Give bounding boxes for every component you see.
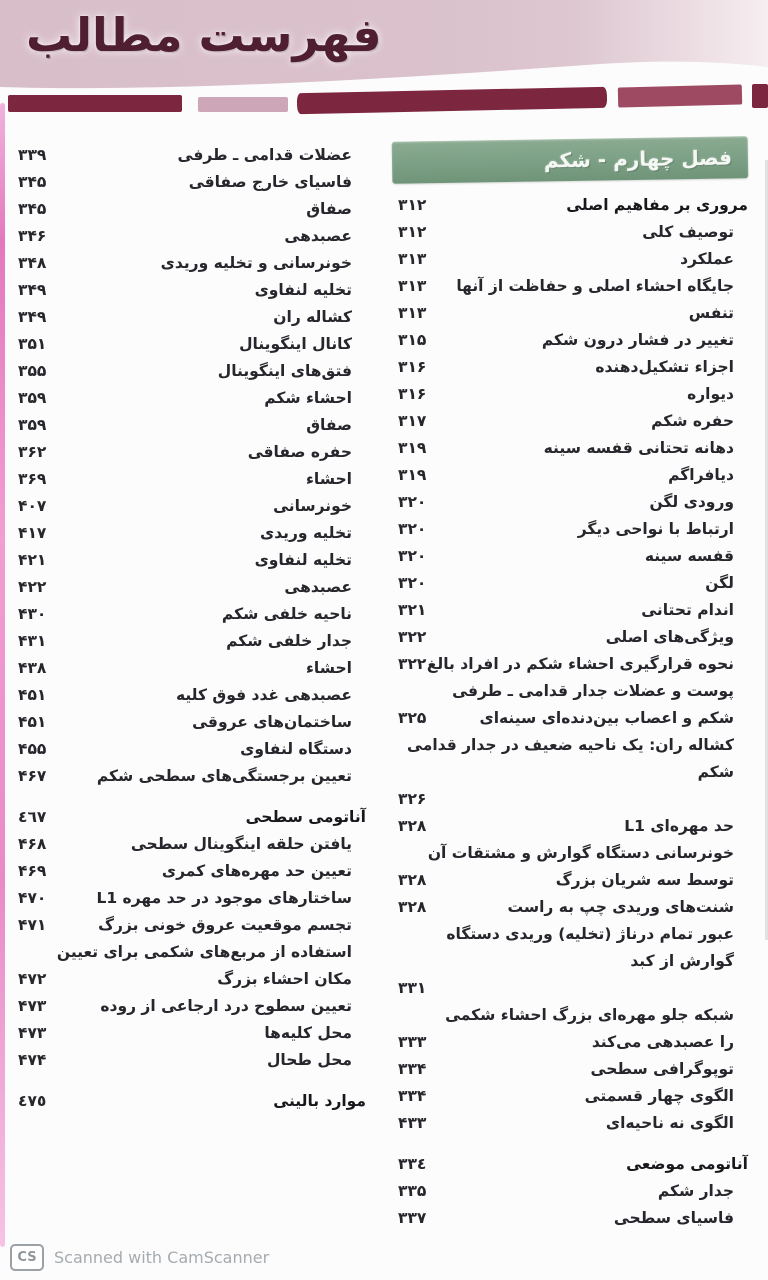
toc-entry-page-number: ۴۶۸ (18, 835, 47, 853)
toc-entry-page-number: ۳۲۰ (398, 520, 427, 538)
toc-entry-page-number: ۳۲۰ (398, 493, 427, 511)
toc-entry-title: کانال اینگوینال (239, 335, 352, 353)
toc-entry-title: تخلیه وریدی (260, 524, 352, 542)
toc-entry-title: تخلیه لنفاوی (254, 551, 352, 569)
toc-entry-page-number: ۳۴۵ (18, 200, 47, 218)
toc-entry-title: پوست و عضلات جدار قدامی ـ طرفی شکم و اعصاب بین‌دنده‌ای سینه‌ای (452, 682, 734, 727)
toc-entry-title: آناتومی سطحی (245, 808, 366, 826)
decorative-bar-light (198, 97, 288, 112)
toc-entry-page-number: ۳۲۸ (398, 871, 427, 889)
toc-entry-title: احشاء (305, 470, 352, 488)
toc-entry (16, 331, 366, 358)
toc-entry (16, 939, 366, 993)
toc-entry (16, 358, 366, 385)
toc-entry-page-number: ۳۱۳ (398, 277, 427, 295)
toc-entry-page-number: ۳۱۶ (398, 358, 427, 376)
toc-entry-title: شبکه جلو مهره‌ای بزرگ احشاء شکمی را عصبدهی می‌کند (445, 1006, 734, 1051)
toc-entry-title: دیواره (687, 385, 734, 403)
toc-entry-page-number: ۳۴۹ (18, 308, 47, 326)
toc-entry (396, 1002, 748, 1056)
toc-entry-title: لگن (705, 574, 734, 592)
toc-entry (396, 273, 748, 300)
toc-entry-page-number: ۴۳۸ (18, 659, 47, 677)
toc-entry-title: شنت‌های وریدی چپ به راست (507, 898, 734, 916)
toc-entry (396, 840, 748, 894)
toc-entry-page-number: ۳۳۵ (398, 1182, 427, 1200)
toc-entry-title: تعیین حد مهره‌های کمری (161, 862, 352, 880)
toc-entry (16, 858, 366, 885)
toc-entry-page-number: ۳۲۵ (398, 709, 427, 727)
toc-entry (16, 493, 366, 520)
camscanner-footer-text: Scanned with CamScanner (54, 1248, 270, 1267)
toc-entry (16, 169, 366, 196)
toc-entry-page-number: ۳۴۹ (18, 281, 47, 299)
toc-entry (396, 1151, 748, 1178)
toc-entry-title: توصیف کلی (642, 223, 734, 241)
toc-entry-title: دهانه تحتانی قفسه سینه (543, 439, 734, 457)
toc-entry-title: آناتومی موضعی (626, 1155, 748, 1173)
toc-entry-title: ورودی لگن (649, 493, 734, 511)
toc-entry-page-number: ۳۱۲ (398, 223, 427, 241)
toc-entry-page-number: ۳۲۰ (398, 574, 427, 592)
toc-entry (16, 993, 366, 1020)
page-title: فهرست مطالب (26, 8, 382, 62)
toc-entry (396, 543, 748, 570)
toc-entry-page-number: ۳۳۳ (398, 1033, 427, 1051)
toc-entry (16, 912, 366, 939)
toc-entry-title: محل طحال (266, 1051, 352, 1069)
toc-entry-title: خونرسانی دستگاه گوارش و مشتقات آن توسط سه شریان بزرگ (427, 844, 734, 889)
toc-entry-page-number: ۳۵۵ (18, 362, 47, 380)
toc-entry-title: عضلات قدامی ـ طرفی (177, 146, 352, 164)
toc-entry-title: قفسه سینه (644, 547, 734, 565)
toc-column-left (16, 142, 368, 1115)
toc-entry (16, 1020, 366, 1047)
toc-entry-page-number: ۳۳۱ (398, 979, 427, 997)
toc-entry-title: توپوگرافی سطحی (590, 1060, 734, 1078)
toc-entry (396, 462, 748, 489)
toc-entry-title: ناحیه خلفی شکم (221, 605, 352, 623)
toc-entry-page-number: ۴۷۴ (18, 1051, 47, 1069)
toc-entry (396, 570, 748, 597)
toc-entry-title: عبور تمام درناژ (تخلیه) وریدی دستگاه گوارش از کبد (446, 925, 734, 970)
toc-entry-page-number: ۴۳۱ (18, 632, 47, 650)
toc-entry-page-number: ٤٧٥ (18, 1092, 47, 1110)
toc-entry (16, 223, 366, 250)
toc-entry-title: استفاده از مربع‌های شکمی برای تعیین مکان احشاء بزرگ (56, 943, 352, 988)
toc-entry-page-number: ۴۰۷ (18, 497, 47, 515)
toc-entry (16, 574, 366, 601)
toc-entry-title: یافتن حلقه اینگوینال سطحی (130, 835, 352, 853)
camscanner-footer (10, 1244, 269, 1271)
toc-entry-title: تجسم موقعیت عروق خونی بزرگ (98, 916, 352, 934)
toc-entry (396, 1205, 748, 1232)
toc-entry-title: فاسیای خارج صفاقی (188, 173, 352, 191)
toc-entry-page-number: ۳۲۲ (398, 655, 427, 673)
toc-entry-title: فاسیای سطحی (613, 1209, 734, 1227)
toc-entry-title: تنفس (688, 304, 734, 322)
toc-entry (16, 601, 366, 628)
toc-column-right (396, 192, 748, 1232)
toc-entry (396, 381, 748, 408)
toc-entry-title: حفره شکم (651, 412, 734, 430)
toc-entry-page-number: ۳۳۴ (398, 1087, 427, 1105)
toc-entry (396, 1110, 748, 1137)
toc-entry (16, 304, 366, 331)
toc-entry (396, 813, 748, 840)
toc-entry (396, 732, 748, 813)
toc-entry (16, 831, 366, 858)
toc-entry (396, 624, 748, 651)
toc-entry-title: ویژگی‌های اصلی (605, 628, 734, 646)
toc-entry-title: دیافراگم (668, 466, 734, 484)
toc-entry-page-number: ۳۴۸ (18, 254, 47, 272)
toc-entry (396, 516, 748, 543)
toc-entry-title: موارد بالینی (273, 1092, 366, 1110)
toc-entry-page-number: ۴۷۳ (18, 1024, 47, 1042)
toc-entry (16, 277, 366, 304)
toc-entry-page-number: ۴۲۲ (18, 578, 47, 596)
toc-entry (396, 597, 748, 624)
toc-entry (16, 736, 366, 763)
toc-entry-page-number: ۳۱۳ (398, 250, 427, 268)
toc-entry (16, 466, 366, 493)
toc-entry-title: تغییر در فشار درون شکم (541, 331, 734, 349)
toc-entry (396, 246, 748, 273)
toc-entry-page-number: ۳۴۶ (18, 227, 47, 245)
decorative-bar-medium (618, 84, 742, 107)
toc-entry-title: عصبدهی (284, 227, 352, 245)
chapter-header (392, 136, 749, 184)
toc-entry (16, 142, 366, 169)
toc-entry-page-number: ۳۳۴ (398, 1060, 427, 1078)
toc-entry (16, 804, 366, 831)
toc-entry-page-number: ۳۲۶ (398, 790, 427, 808)
toc-entry-title: عملکرد (680, 250, 734, 268)
toc-entry-page-number: ۳۱۵ (398, 331, 427, 349)
toc-entry (396, 894, 748, 921)
toc-entry-page-number: ۳۳۹ (18, 146, 47, 164)
toc-entry-page-number: ۳۵۹ (18, 416, 47, 434)
toc-entry (16, 655, 366, 682)
toc-entry-page-number: ۴۵۱ (18, 713, 47, 731)
toc-entry-title: احشاء (305, 659, 352, 677)
toc-entry-title: کشاله ران: یک ناحیه ضعیف در جدار قدامی شکم (407, 736, 734, 781)
toc-entry-title: تعیین سطوح درد ارجاعی از روده (100, 997, 352, 1015)
toc-entry-page-number: ۳۲۱ (398, 601, 427, 619)
toc-entry-title: صفاق (306, 200, 352, 218)
toc-entry (16, 250, 366, 277)
toc-entry-page-number: ۳۵۱ (18, 335, 47, 353)
toc-entry-page-number: ۳۶۹ (18, 470, 47, 488)
toc-entry-page-number: ۴۵۱ (18, 686, 47, 704)
toc-entry-title: خونرسانی و تخلیه وریدی (160, 254, 352, 272)
toc-entry-page-number: ۳۱۳ (398, 304, 427, 322)
toc-entry-title: اجزاء تشکیل‌دهنده (595, 358, 734, 376)
toc-entry (16, 385, 366, 412)
toc-entry-page-number: ۴۷۳ (18, 997, 47, 1015)
toc-entry-title: جایگاه احشاء اصلی و حفاظت از آنها (456, 277, 734, 295)
toc-entry-page-number: ۴۶۹ (18, 862, 47, 880)
toc-entry-title: عصبدهی غدد فوق کلیه (175, 686, 352, 704)
toc-entry-title: الگوی چهار قسمتی (584, 1087, 734, 1105)
toc-entry-title: ساختمان‌های عروقی (192, 713, 352, 731)
toc-entry-page-number: ۴۷۰ (18, 889, 47, 907)
toc-entry-page-number: ۳۱۶ (398, 385, 427, 403)
toc-entry-page-number: ۳۳٤ (398, 1155, 427, 1173)
toc-entry-title: محل کلیه‌ها (264, 1024, 352, 1042)
toc-entry (396, 219, 748, 246)
toc-entry-page-number: ۳۲۰ (398, 547, 427, 565)
toc-entry-title: نحوه قرارگیری احشاء شکم در افراد بالغ (426, 655, 734, 673)
decorative-bar-maroon-1 (8, 95, 182, 112)
toc-entry (396, 678, 748, 732)
toc-entry (16, 628, 366, 655)
toc-entry-title: کشاله ران (273, 308, 352, 326)
toc-entry-page-number: ۴۵۵ (18, 740, 47, 758)
toc-entry (396, 408, 748, 435)
toc-entry (16, 682, 366, 709)
toc-entry-title: الگوی نه ناحیه‌ای (605, 1114, 734, 1132)
toc-entry-page-number: ۳۵۹ (18, 389, 47, 407)
toc-entry-title: احشاء شکم (264, 389, 352, 407)
toc-entry-page-number: ۳۱۹ (398, 466, 427, 484)
toc-entry (16, 709, 366, 736)
toc-entry (16, 196, 366, 223)
toc-entry (396, 1178, 748, 1205)
toc-entry (396, 435, 748, 462)
toc-entry-title: تعیین برجستگی‌های سطحی شکم (96, 767, 352, 785)
toc-entry-page-number: ۳۲۸ (398, 898, 427, 916)
toc-entry (396, 327, 748, 354)
toc-entry-title: اندام تحتانی (641, 601, 734, 619)
toc-entry-page-number: ٤٦٧ (18, 808, 47, 826)
toc-entry (396, 489, 748, 516)
toc-entry-title: صفاق (306, 416, 352, 434)
toc-entry-page-number: ۴۶۷ (18, 767, 47, 785)
toc-entry-title: ارتباط با نواحی دیگر (577, 520, 734, 538)
toc-entry-title: دستگاه لنفاوی (240, 740, 352, 758)
toc-entry-title: خونرسانی (273, 497, 352, 515)
toc-entry-title: تخلیه لنفاوی (254, 281, 352, 299)
toc-entry-title: جدار شکم (657, 1182, 734, 1200)
toc-entry-page-number: ۳۴۵ (18, 173, 47, 191)
toc-entry-title: ساختارهای موجود در حد مهره L1 (96, 889, 352, 907)
toc-entry (16, 412, 366, 439)
scan-edge-pink-streak (0, 103, 5, 1247)
toc-entry-page-number: ۳۱۷ (398, 412, 427, 430)
toc-entry-title: حفره صفاقی (247, 443, 352, 461)
toc-entry-title: مروری بر مفاهیم اصلی (566, 196, 748, 214)
toc-entry-page-number: ۳۳۷ (398, 1209, 427, 1227)
toc-entry-title: عصبدهی (284, 578, 352, 596)
toc-entry-page-number: ۳۱۹ (398, 439, 427, 457)
chapter-header-label: فصل چهارم - شکم (543, 145, 733, 173)
toc-entry-page-number: ۴۲۱ (18, 551, 47, 569)
toc-entry-page-number: ۴۳۳ (398, 1114, 427, 1132)
toc-entry (396, 921, 748, 1002)
toc-entry (16, 1088, 366, 1115)
toc-entry-title: جدار خلفی شکم (226, 632, 352, 650)
toc-entry-page-number: ۴۷۱ (18, 916, 47, 934)
toc-entry-page-number: ۳۲۲ (398, 628, 427, 646)
toc-entry (16, 547, 366, 574)
toc-entry (16, 520, 366, 547)
toc-entry (16, 1047, 366, 1074)
camscanner-logo-icon: CS (10, 1244, 44, 1271)
toc-entry (396, 651, 748, 678)
toc-entry-title: فتق‌های اینگوینال (217, 362, 352, 380)
toc-entry-page-number: ۴۱۷ (18, 524, 47, 542)
decorative-bar-maroon-3 (752, 84, 768, 108)
toc-entry-title: حد مهره‌ای L1 (624, 817, 734, 835)
toc-entry-page-number: ۳۱۲ (398, 196, 427, 214)
toc-entry (396, 1056, 748, 1083)
toc-entry (396, 1083, 748, 1110)
toc-entry (16, 439, 366, 466)
toc-entry-page-number: ۴۳۰ (18, 605, 47, 623)
toc-entry (16, 885, 366, 912)
toc-entry (396, 192, 748, 219)
toc-entry (396, 354, 748, 381)
toc-entry-page-number: ۴۷۲ (18, 970, 47, 988)
toc-entry (16, 763, 366, 790)
toc-entry (396, 300, 748, 327)
toc-entry-page-number: ۳۲۸ (398, 817, 427, 835)
toc-entry-page-number: ۳۶۲ (18, 443, 47, 461)
